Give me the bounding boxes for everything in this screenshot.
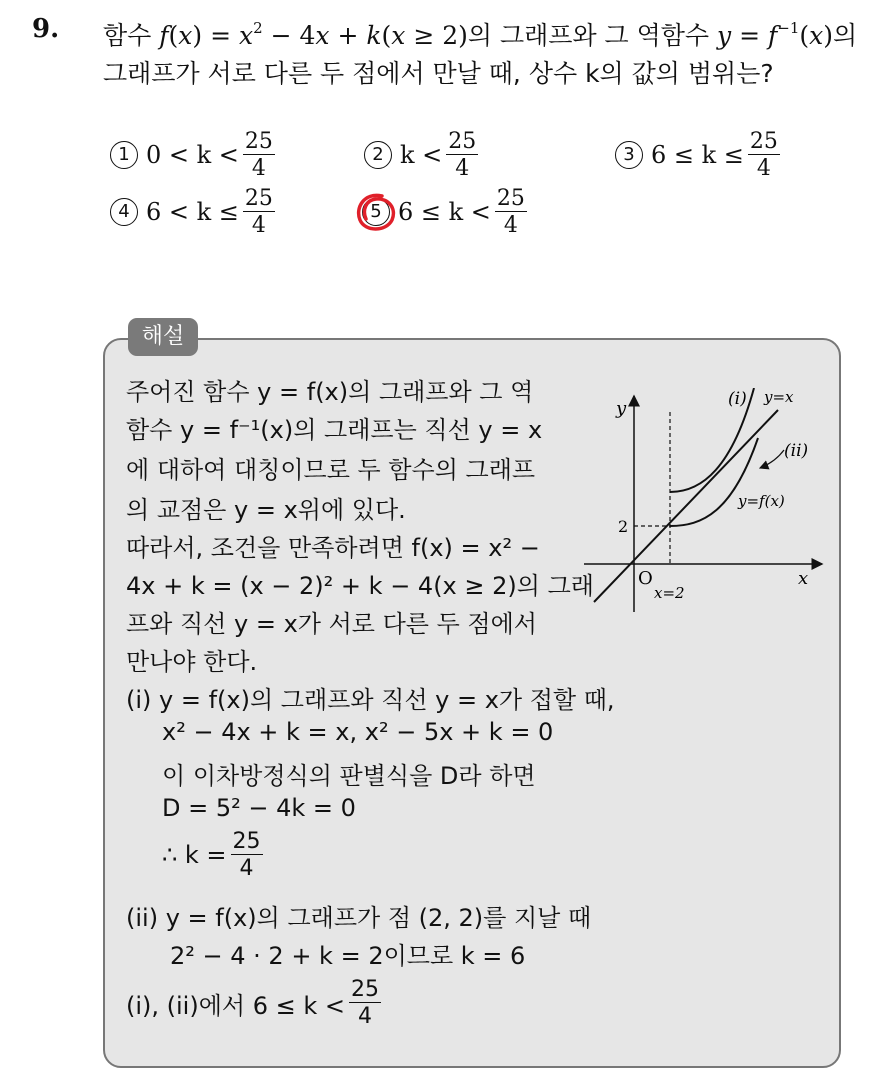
choice-5-prefix: 6 ≤ k < [398,198,491,227]
solution-tag: 해설 [128,318,198,356]
choice-3[interactable] [615,130,784,180]
question-line-2: 그래프가 서로 다른 두 점에서 만날 때, 상수 k의 값의 범위는? [103,59,774,88]
case-1-line: (i) y = f(x)의 그래프와 직선 y = x가 접할 때, [126,686,615,714]
question-line-1 [103,16,857,52]
choice-2[interactable] [364,130,482,180]
choice-5-marker: 5 [362,198,390,226]
solution-line-6: 4x + k = (x − 2)² + k − 4(x ≥ 2)의 그래 [126,572,594,600]
case-2-equation: 2² − 4 · 2 + k = 2이므로 k = 6 [170,942,526,970]
choice-2-fraction: $\frac{25}{4}$ [448,129,477,182]
solution-line-7: 프와 직선 y = x가 서로 다른 두 점에서 [126,610,537,638]
x-equals-2-label: x=2 [654,584,685,602]
conclusion-prefix: (i), (ii)에서 6 ≤ k < [126,991,345,1020]
solution-line-5: 따라서, 조건을 만족하려면 f(x) = x² − [126,534,540,562]
case-1-equation: x² − 4x + k = x, x² − 5x + k = 0 [162,718,554,746]
solution-line-4: 의 교점은 y = x위에 있다. [126,496,406,524]
choice-4-marker: 4 [110,198,138,226]
choice-4-prefix: 6 < k ≤ [146,198,239,227]
answer-circle-mark-icon [352,190,398,236]
label-y-equals-x: y=x [764,388,794,406]
conclusion-line [126,978,385,1028]
x-axis-label: x [798,568,809,589]
conclusion-fraction: $\frac{25}{4}$ [351,977,379,1030]
solution-line-3: 에 대하여 대칭이므로 두 함수의 그래프 [126,456,536,484]
tick-2-label: 2 [618,517,629,536]
case-1-discriminant-intro: 이 이차방정식의 판별식을 D라 하면 [162,762,536,790]
choice-2-prefix: k < [400,141,443,170]
choice-1-marker: 1 [110,141,138,169]
y-axis-label: y [616,398,627,419]
solution-line-8: 만나야 한다. [126,648,258,676]
curve-f [670,438,758,526]
choice-2-marker: 2 [364,141,392,169]
case-1-result [162,830,267,880]
question-text-a: 함수 [103,21,160,50]
choice-3-prefix: 6 ≤ k ≤ [651,141,744,170]
inverse-formula: $y = f^{-1}(x)$ [717,19,834,50]
choice-5-fraction: $\frac{25}{4}$ [496,186,525,239]
choice-4-fraction: $\frac{25}{4}$ [244,186,273,239]
case-1-result-prefix: ∴ k = [162,841,227,870]
function-graph [582,388,832,616]
question-text-b: 의 그래프와 그 역함수 [467,21,718,50]
choice-4[interactable] [110,187,279,237]
pointer-ii [760,450,784,468]
origin-label: O [638,568,653,589]
label-ii: (ii) [784,441,809,461]
choice-1-fraction: $\frac{25}{4}$ [244,129,273,182]
case-2-line: (ii) y = f(x)의 그래프가 점 (2, 2)를 지날 때 [126,904,592,932]
solution-line-1: 주어진 함수 y = f(x)의 그래프와 그 역 [126,378,534,406]
choice-1-prefix: 0 < k < [146,141,239,170]
solution-line-2: 함수 y = f⁻¹(x)의 그래프는 직선 y = x [126,416,543,444]
question-text-c: 의 [833,21,858,50]
choice-3-marker: 3 [615,141,643,169]
choice-1[interactable] [110,130,279,180]
case-1-discriminant: D = 5² − 4k = 0 [162,794,356,822]
label-y-equals-fx: y=f(x) [738,492,785,510]
label-i: (i) [728,389,747,409]
choice-3-fraction: $\frac{25}{4}$ [749,129,778,182]
function-formula: $f(x) = x^2 - 4x + k(x \ge 2)$ [159,19,468,50]
case-1-result-fraction: $\frac{25}{4}$ [232,829,261,882]
question-number: 9. [32,14,60,44]
